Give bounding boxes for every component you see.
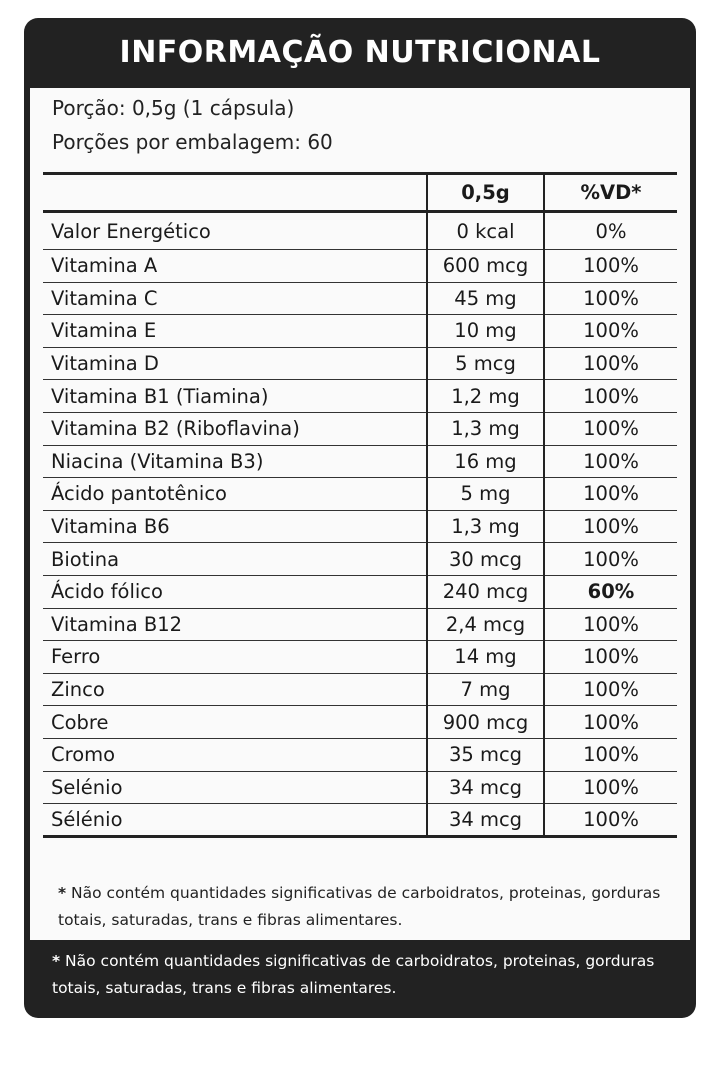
table-row <box>43 315 677 348</box>
nutrient-daily-value: 100% <box>583 710 639 734</box>
nutrient-daily-value: 100% <box>583 678 639 702</box>
nutrient-daily-value: 100% <box>583 547 639 571</box>
nutrient-name: Vitamina E <box>51 319 157 343</box>
header-amount: 0,5g <box>427 174 544 212</box>
table-row <box>43 478 677 511</box>
footnote-dark <box>52 948 682 1002</box>
nutrient-amount: 30 mcg <box>427 543 544 576</box>
nutrient-daily-value: 100% <box>583 612 639 636</box>
header-nutrient <box>43 174 427 212</box>
footnote <box>58 880 668 934</box>
nutrient-daily-value: 100% <box>583 645 639 669</box>
footnote-text: Não contém quantidades significativas de carboidratos, proteinas, gorduras totais, saturadas, trans e fibras alimentares. <box>58 884 661 929</box>
nutrient-daily-value: 100% <box>583 384 639 408</box>
nutrient-name: Vitamina B1 (Tiamina) <box>51 384 269 408</box>
nutrient-daily-value: 60% <box>587 580 635 604</box>
table-row <box>43 575 677 608</box>
nutrient-amount: 1,3 mg <box>427 510 544 543</box>
nutrient-amount: 1,3 mg <box>427 412 544 445</box>
nutrient-name: Zinco <box>51 678 105 702</box>
nutrient-name: Vitamina B12 <box>51 612 183 636</box>
nutrient-name: Vitamina C <box>51 286 158 310</box>
nutrient-amount: 600 mcg <box>427 250 544 283</box>
nutrient-name: Cromo <box>51 743 116 767</box>
table-row <box>43 212 677 250</box>
header-daily-value: %VD* <box>580 181 642 204</box>
table-row <box>43 641 677 674</box>
nutrient-name: Sélénio <box>51 807 123 831</box>
nutrient-amount: 14 mg <box>427 641 544 674</box>
nutrient-amount: 35 mcg <box>427 738 544 771</box>
table-row <box>43 380 677 413</box>
nutrient-amount: 16 mg <box>427 445 544 478</box>
table-row <box>43 804 677 837</box>
nutrient-amount: 34 mcg <box>427 804 544 837</box>
nutrition-label <box>24 18 696 1018</box>
nutrient-name: Vitamina B2 (Riboflavina) <box>51 417 300 441</box>
servings-per-package: Porções por embalagem: 60 <box>52 130 333 154</box>
nutrient-amount: 7 mg <box>427 673 544 706</box>
table-row <box>43 250 677 283</box>
table-row <box>43 412 677 445</box>
nutrient-amount: 34 mcg <box>427 771 544 804</box>
table-row <box>43 445 677 478</box>
nutrient-daily-value: 100% <box>583 319 639 343</box>
table-header-row <box>43 174 677 212</box>
table-row <box>43 347 677 380</box>
nutrient-name: Cobre <box>51 710 109 734</box>
nutrient-name: Vitamina B6 <box>51 515 170 539</box>
nutrition-panel <box>30 88 690 940</box>
nutrient-name: Selénio <box>51 775 123 799</box>
nutrient-daily-value: 100% <box>583 807 639 831</box>
nutrient-name: Vitamina A <box>51 254 158 278</box>
nutrient-daily-value: 100% <box>583 286 639 310</box>
nutrition-table <box>43 172 677 838</box>
footnote-dark-text: Não contém quantidades significativas de carboidratos, proteinas, gorduras totais, saturadas, trans e fibras alimentares. <box>52 952 655 997</box>
nutrient-amount: 0 kcal <box>427 212 544 250</box>
table-row <box>43 771 677 804</box>
table-row <box>43 608 677 641</box>
nutrient-amount: 5 mg <box>427 478 544 511</box>
nutrient-amount: 1,2 mg <box>427 380 544 413</box>
nutrient-daily-value: 100% <box>583 417 639 441</box>
nutrient-daily-value: 100% <box>583 743 639 767</box>
nutrient-amount: 45 mg <box>427 282 544 315</box>
nutrient-name: Ácido pantotênico <box>51 482 227 506</box>
nutrient-name: Biotina <box>51 547 120 571</box>
footnote-dark-marker: * <box>52 952 61 970</box>
table-row <box>43 706 677 739</box>
nutrient-daily-value: 100% <box>583 775 639 799</box>
nutrient-name: Valor Energético <box>51 219 211 243</box>
nutrient-amount: 240 mcg <box>427 575 544 608</box>
nutrient-amount: 2,4 mcg <box>427 608 544 641</box>
nutrient-daily-value: 100% <box>583 482 639 506</box>
nutrient-daily-value: 100% <box>583 352 639 376</box>
nutrient-daily-value: 100% <box>583 254 639 278</box>
nutrient-name: Ácido fólico <box>51 580 163 604</box>
label-title: INFORMAÇÃO NUTRICIONAL <box>119 35 601 70</box>
nutrient-daily-value: 100% <box>583 515 639 539</box>
nutrient-amount: 5 mcg <box>427 347 544 380</box>
nutrient-name: Niacina (Vitamina B3) <box>51 449 264 473</box>
nutrient-daily-value: 100% <box>583 449 639 473</box>
nutrient-amount: 900 mcg <box>427 706 544 739</box>
footnote-marker: * <box>58 884 67 902</box>
table-row <box>43 673 677 706</box>
nutrient-amount: 10 mg <box>427 315 544 348</box>
table-row <box>43 510 677 543</box>
nutrient-name: Vitamina D <box>51 352 159 376</box>
nutrient-daily-value: 0% <box>595 219 627 243</box>
portion-size: Porção: 0,5g (1 cápsula) <box>52 96 295 120</box>
table-row <box>43 282 677 315</box>
nutrient-name: Ferro <box>51 645 101 669</box>
table-row <box>43 543 677 576</box>
table-row <box>43 738 677 771</box>
